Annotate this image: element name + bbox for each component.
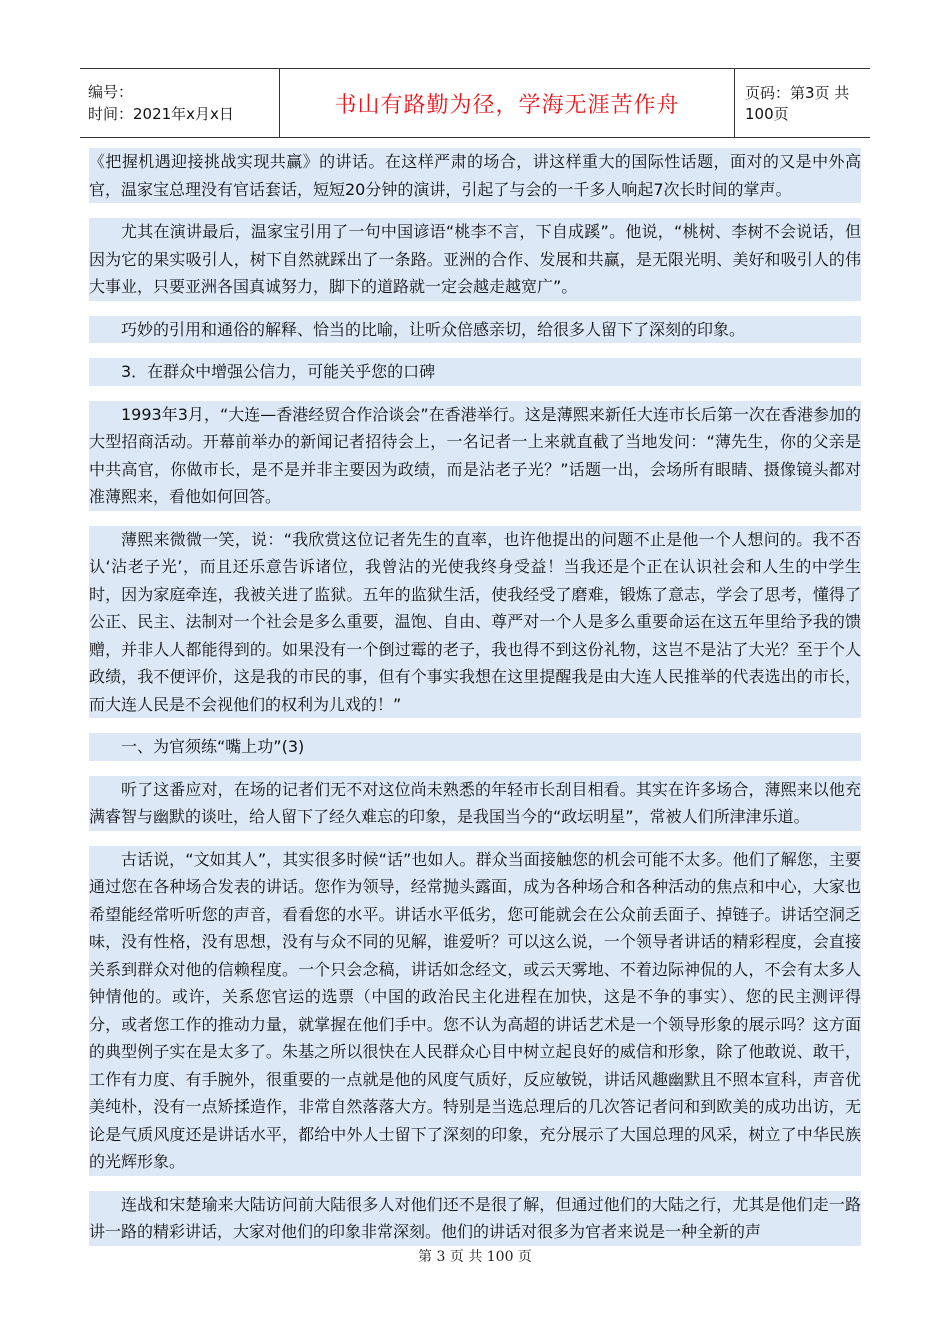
paragraph: 薄熙来微微一笑，说：“我欣赏这位记者先生的直率，也许他提出的问题不止是他一个人想问的。我不否认‘沾老子光’，而且还乐意告诉诸位，我曾沾的光使我终身受益！当我还是个正在认识社会和人生的中学生时，因为家庭牵连，我被关进了监狱。五年的监狱生活，使我经受了磨难，锻炼了意志，学会了思考，懂得了公正、民主、法制对一个社会是多么重要，温饱、自由、尊严对一个人是多么重要命运在这五年里给予我的馈赠，并非人人都能得到的。如果没有一个倒过霉的老子，我也得不到这份礼物，这岂不是沾了大光？至于个人政绩，我不便评价，这是我的市民的事，但有个事实我想在这里提醒我是由大连人民推举的代表选出的市长，而大连人民是不会视他们的权利为儿戏的！”: [89, 526, 861, 719]
paragraph: 《把握机遇迎接挑战实现共赢》的讲话。在这样严肃的场合，讲这样重大的国际性话题，面对的又是中外高官，温家宝总理没有官话套话，短短20分钟的演讲，引起了与会的一千多人响起7次长时间的掌声。: [89, 148, 861, 203]
header-page-cell: [735, 69, 870, 137]
section-heading: 一、为官须练“嘴上功”(3): [89, 733, 861, 761]
paragraph: 古话说，“文如其人”，其实很多时候“话”也如人。群众当面接触您的机会可能不太多。他们了解您，主要通过您在各种场合发表的讲话。您作为领导，经常抛头露面，成为各种场合和各种活动的焦点和中心，大家也希望能经常听听您的声音，看看您的水平。讲话水平低劣，您可能就会在公众前丢面子、掉链子。讲话空洞乏味，没有性格，没有思想，没有与众不同的见解，谁爱听？可以这么说，一个领导者讲话的精彩程度，会直接关系到群众对他的信赖程度。一个只会念稿，讲话如念经文，或云天雾地、不着边际神侃的人，不会有太多人钟情他的。或许，关系您官运的选票（中国的政治民主化进程在加快，这是不争的事实）、您的民主测评得分，或者您工作的推动力量，就掌握在他们手中。您不认为高超的讲话艺术是一个领导形象的展示吗？这方面的典型例子实在是太多了。朱基之所以很快在人民群众心目中树立起良好的威信和形象，除了他敢说、敢干，工作有力度、有手腕外，很重要的一点就是他的风度气质好，反应敏锐，讲话风趣幽默且不照本宣科，声音优美纯朴，没有一点矫揉造作，非常自然落落大方。特别是当选总理后的几次答记者问和到欧美的成功出访，无论是气质风度还是讲话水平，都给中外人士留下了深刻的印象，充分展示了大国总理的风采，树立了中华民族的光辉形象。: [89, 846, 861, 1176]
header-meta: [80, 69, 280, 137]
paragraph: 尤其在演讲最后，温家宝引用了一句中国谚语“桃李不言，下自成蹊”。他说，“桃树、李树不会说话，但因为它的果实吸引人，树下自然就踩出了一条路。亚洲的合作、发展和共赢，是无限光明、美好和吸引人的伟大事业，只要亚洲各国真诚努力，脚下的道路就一定会越走越宽广”。: [89, 218, 861, 301]
document-body: [89, 148, 861, 1261]
paragraph: 巧妙的引用和通俗的解释、恰当的比喻，让听众倍感亲切，给很多人留下了深刻的印象。: [89, 316, 861, 344]
document-number-label: 编号：: [88, 83, 134, 101]
document-header: [80, 68, 870, 138]
header-motto: 书山有路勤为径，学海无涯苦作舟: [334, 92, 680, 118]
section-heading: 3．在群众中增强公信力，可能关乎您的口碑: [89, 358, 861, 386]
paragraph: 1993年3月，“大连—香港经贸合作洽谈会”在香港举行。这是薄熙来新任大连市长后第一次在香港参加的大型招商活动。开幕前举办的新闻记者招待会上，一名记者一上来就直截了当地发问：“薄先生，你的父亲是中共高官，你做市长，是不是并非主要因为政绩，而是沾老子光？”话题一出，会场所有眼睛、摄像镜头都对准薄熙来，看他如何回答。: [89, 401, 861, 511]
paragraph: 连战和宋楚瑜来大陆访问前大陆很多人对他们还不是很了解，但通过他们的大陆之行，尤其是他们走一路讲一路的精彩讲话，大家对他们的印象非常深刻。他们的讲话对很多为官者来说是一种全新的声: [89, 1191, 861, 1246]
paragraph: 听了这番应对，在场的记者们无不对这位尚未熟悉的年轻市长刮目相看。其实在许多场合，薄熙来以他充满睿智与幽默的谈吐，给人留下了经久难忘的印象，是我国当今的“政坛明星”，常被人们所津津乐道。: [89, 776, 861, 831]
page-footer: 第 3 页 共 100 页: [418, 1249, 532, 1265]
header-motto-cell: [280, 69, 735, 137]
header-page-label: 页码：第3页 共100页: [745, 84, 850, 123]
document-time-label: 时间：2021年x月x日: [88, 105, 234, 123]
